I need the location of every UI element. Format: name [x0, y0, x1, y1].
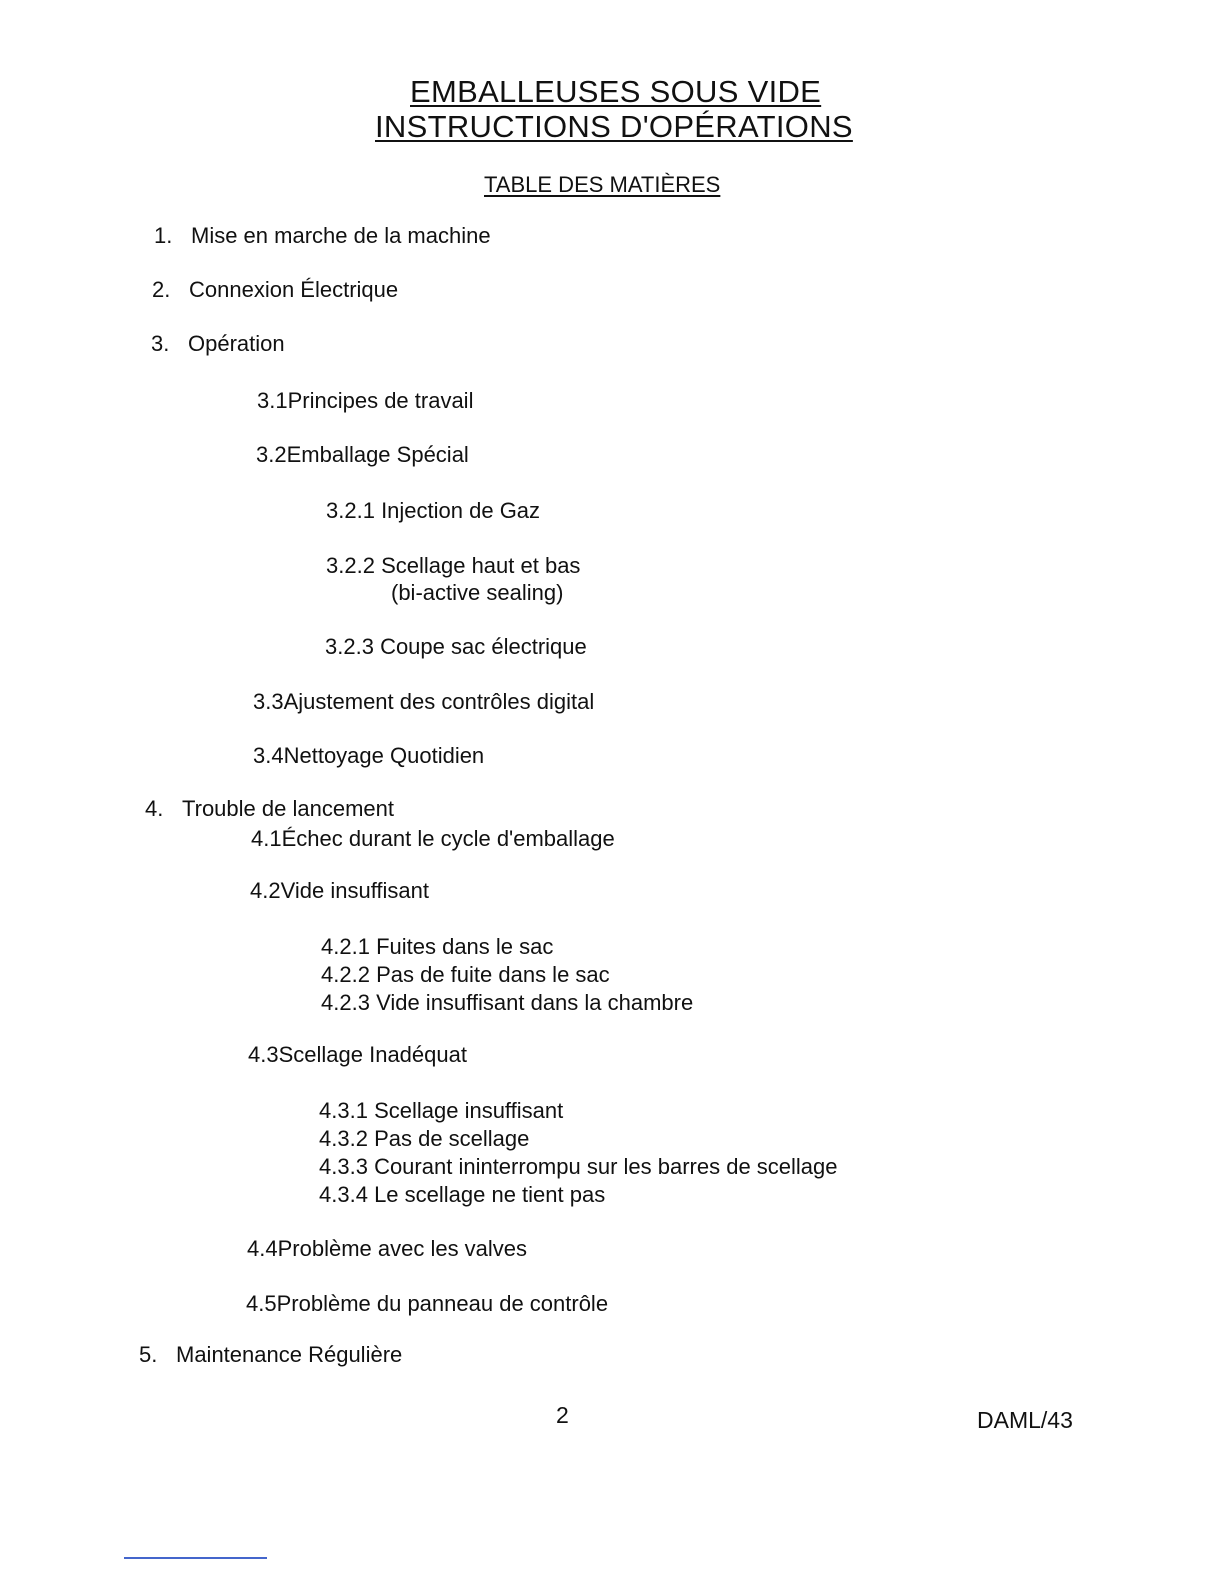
toc-item-number: 4. [145, 796, 164, 821]
toc-item-number: 3.2.2 [326, 553, 375, 578]
scan-edge-line [124, 1557, 267, 1559]
document-title-line2: INSTRUCTIONS D'OPÉRATIONS [375, 109, 853, 144]
toc-item-label: Mise en marche de la machine [191, 223, 491, 248]
toc-item-5 [139, 1342, 402, 1367]
document-title-line1: EMBALLEUSES SOUS VIDE [410, 74, 822, 109]
toc-item-1 [154, 223, 491, 248]
toc-item-number: 4.3 [248, 1042, 279, 1067]
toc-item-number: 3.2.1 [326, 498, 375, 523]
toc-item-number: 4.2 [250, 878, 281, 903]
page-number: 2 [556, 1402, 569, 1428]
toc-item-3-2-2-continuation: (bi-active sealing) [391, 580, 564, 605]
toc-item-4-5 [246, 1291, 608, 1316]
toc-item-4-2 [250, 878, 429, 903]
toc-item-label: Opération [188, 331, 285, 356]
toc-item-number: 4.2.3 [321, 990, 370, 1015]
toc-item-label: Vide insuffisant [280, 878, 429, 903]
toc-item-4-4 [247, 1236, 527, 1261]
toc-item-label: Emballage Spécial [286, 442, 469, 467]
toc-item-label: Problème du panneau de contrôle [276, 1291, 609, 1316]
toc-item-label: Échec durant le cycle d'emballage [281, 826, 615, 851]
toc-item-2 [152, 277, 398, 302]
toc-item-number: 3.3 [253, 689, 284, 714]
toc-item-3-2-2 [326, 553, 580, 578]
toc-item-4-3-3 [319, 1154, 838, 1179]
toc-heading: TABLE DES MATIÈRES [484, 172, 721, 197]
toc-item-number: 4.5 [246, 1291, 277, 1316]
toc-item-3-1 [257, 388, 473, 413]
toc-item-label: Scellage insuffisant [374, 1098, 564, 1123]
toc-item-4 [145, 796, 394, 821]
toc-item-number: 3.4 [253, 743, 284, 768]
toc-item-number: 2. [152, 277, 171, 302]
toc-item-number: 4.3.1 [319, 1098, 368, 1123]
toc-item-4-3-2 [319, 1126, 529, 1151]
toc-item-label: Scellage haut et bas [381, 553, 581, 578]
toc-item-3-2-3 [325, 634, 587, 659]
toc-item-label: Le scellage ne tient pas [374, 1182, 606, 1207]
toc-item-3-3 [253, 689, 594, 714]
toc-item-4-3 [248, 1042, 467, 1067]
toc-item-label: Ajustement des contrôles digital [283, 689, 595, 714]
toc-item-3-2 [256, 442, 469, 467]
toc-item-label: Scellage Inadéquat [278, 1042, 467, 1067]
toc-item-4-2-3 [321, 990, 693, 1015]
toc-item-number: 3. [151, 331, 170, 356]
toc-item-number: 4.2.2 [321, 962, 370, 987]
toc-item-label: Vide insuffisant dans la chambre [376, 990, 694, 1015]
toc-item-number: 4.1 [251, 826, 282, 851]
toc-item-3-4 [253, 743, 484, 768]
toc-item-3 [151, 331, 285, 356]
toc-item-4-3-1 [319, 1098, 563, 1123]
toc-item-4-2-1 [321, 934, 553, 959]
toc-item-3-2-1 [326, 498, 540, 523]
toc-item-number: 4.3.4 [319, 1182, 368, 1207]
toc-item-label: Pas de scellage [374, 1126, 530, 1151]
document-code: DAML/43 [977, 1407, 1073, 1433]
toc-item-number: 3.2.3 [325, 634, 374, 659]
toc-item-number: 4.3.2 [319, 1126, 368, 1151]
toc-item-label: Pas de fuite dans le sac [376, 962, 610, 987]
toc-item-number: 4.3.3 [319, 1154, 368, 1179]
toc-item-label: Connexion Électrique [189, 277, 399, 302]
toc-item-label: Problème avec les valves [277, 1236, 528, 1261]
toc-item-label: Courant ininterrompu sur les barres de scellage [374, 1154, 838, 1179]
toc-item-number: 3.2 [256, 442, 287, 467]
toc-item-number: 5. [139, 1342, 158, 1367]
toc-item-label: Injection de Gaz [381, 498, 541, 523]
toc-item-4-1 [251, 826, 615, 851]
toc-item-label: Fuites dans le sac [376, 934, 554, 959]
toc-item-label: Maintenance Régulière [176, 1342, 403, 1367]
toc-item-number: 1. [154, 223, 173, 248]
toc-item-label: Coupe sac électrique [380, 634, 587, 659]
toc-item-4-3-4 [319, 1182, 605, 1207]
toc-item-number: 4.4 [247, 1236, 278, 1261]
toc-item-label: Nettoyage Quotidien [283, 743, 485, 768]
toc-item-number: 4.2.1 [321, 934, 370, 959]
toc-item-label: Trouble de lancement [182, 796, 394, 821]
toc-item-number: 3.1 [257, 388, 288, 413]
toc-item-label: Principes de travail [287, 388, 474, 413]
toc-item-4-2-2 [321, 962, 610, 987]
